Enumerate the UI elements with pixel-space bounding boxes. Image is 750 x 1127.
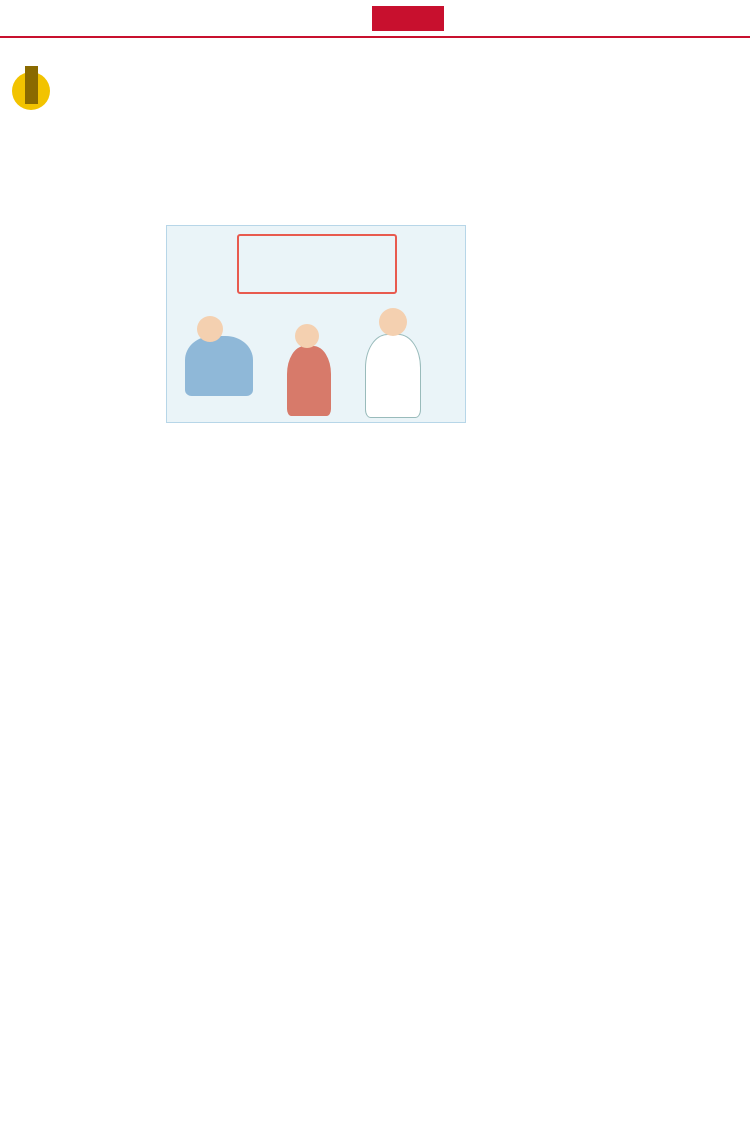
body-column-2: [166, 432, 326, 610]
illustration-frame: [237, 234, 397, 294]
body-column-5: [624, 160, 744, 652]
patient-head: [197, 316, 223, 342]
doctor-figure: [365, 334, 421, 418]
patient-figure: [185, 336, 253, 396]
article-illustration: [166, 225, 466, 423]
family-figure: [287, 346, 331, 416]
body-column-3: [334, 432, 494, 610]
section-tag: [372, 6, 444, 31]
family-head: [295, 324, 319, 348]
page-header: [0, 0, 750, 38]
body-column-4: [505, 160, 619, 495]
tower-icon: [25, 66, 38, 104]
doctor-head: [379, 308, 407, 336]
body-column-1: [6, 232, 162, 627]
